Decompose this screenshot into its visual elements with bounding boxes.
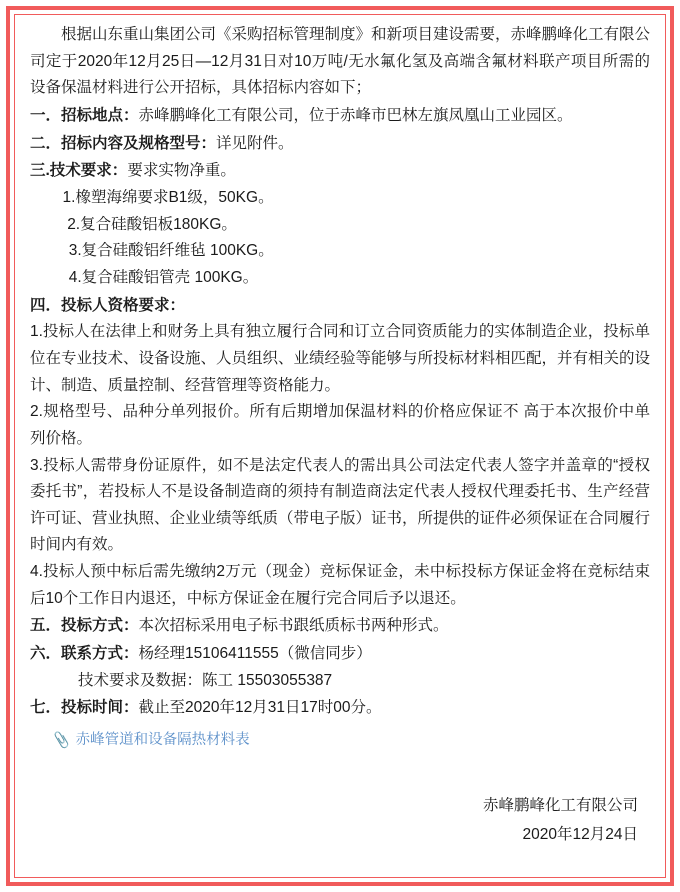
section-3-item-3: 3.复合硅酸铝纤维毡 100KG。 [68,242,274,260]
section-3-item-4: 4.复合硅酸铝管壳 100KG。 [68,268,259,286]
paperclip-icon: 📎 [51,731,72,750]
section-6-sub: 技术要求及数据：陈工 15503055387 [78,671,333,689]
section-3-item-2: 2.复合硅酸铝板180KG。 [67,215,237,233]
section-2-title: 二．招标内容及规格型号： [30,134,217,152]
section-3-body: 要求实物净重。 [127,162,236,180]
section-6 [30,641,650,668]
section-4-paragraph-1: 1.投标人在法律上和财务上具有独立履行合同和订立合同资质能力的实体制造企业，投标单位在专业技术、设备设施、人员组织、业绩经验等能够与所投标材料相匹配，并有相关的设计、制造、质量控制、经营管理等资格能力。 [30,323,651,394]
section-7 [30,695,650,722]
section-4-paragraph-3: 3.投标人需带身份证原件，如不是法定代表人的需出具公司法定代表人签字并盖章的“授权委托书”，若投标人不是设备制造商的须持有制造商法定代表人授权代理委托书、生产经营许可证、营业执照、企业业绩等纸质（带电子版）证书，所提供的证件必须保证在合同履行时间内有效。 [30,456,651,554]
intro-paragraph: 根据山东重山集团公司《采购招标管理制度》和新项目建设需要，赤峰鹏峰化工有限公司定于2020年12月25日—12月31日对10万吨/无水氟化氢及高端含氟材料联产项目所需的设备保温材料进行公开招标，具体招标内容如下； [30,26,651,97]
section-5 [30,613,650,640]
attachment-link[interactable] [53,728,650,753]
section-4-paragraph-2: 2.规格型号、品种分单列报价。所有后期增加保温材料的价格应保证不 高于本次报价中单列价格。 [30,403,650,447]
section-6-body: 杨经理15106411555（微信同步） [138,645,372,663]
section-7-body: 截止至2020年12月31日17时00分。 [138,699,382,717]
section-5-body: 本次招标采用电子标书跟纸质标书两种形式。 [138,617,449,635]
section-6-title: 六．联系方式： [30,645,139,663]
section-3-title: 三.技术要求： [30,162,128,180]
section-5-title: 五．投标方式： [30,617,139,635]
section-1 [30,103,650,130]
section-3 [30,158,650,185]
section-4-paragraph-4: 4.投标人预中标后需先缴纳2万元（现金）竞标保证金，未中标投标方保证金将在竞标结束后10个工作日内退还，中标方保证金在履行完合同后予以退还。 [30,563,650,607]
section-3-item-1: 1.橡塑海绵要求B1级，50KG。 [62,188,274,206]
section-1-title: 一．招标地点： [30,106,139,124]
signature-date: 2020年12月24日 [522,826,638,844]
section-1-body: 赤峰鹏峰化工有限公司，位于赤峰市巴林左旗凤凰山工业园区。 [138,106,573,124]
section-2 [30,131,650,158]
document-content [26,22,654,850]
attachment-label: 赤峰管道和设备隔热材料表 [75,732,250,749]
signature-block [30,791,650,850]
section-2-body: 详见附件。 [216,134,294,152]
section-7-title: 七．投标时间： [30,699,139,717]
signature-company: 赤峰鹏峰化工有限公司 [482,797,638,814]
section-4-title: 四．投标人资格要求： [30,296,186,314]
